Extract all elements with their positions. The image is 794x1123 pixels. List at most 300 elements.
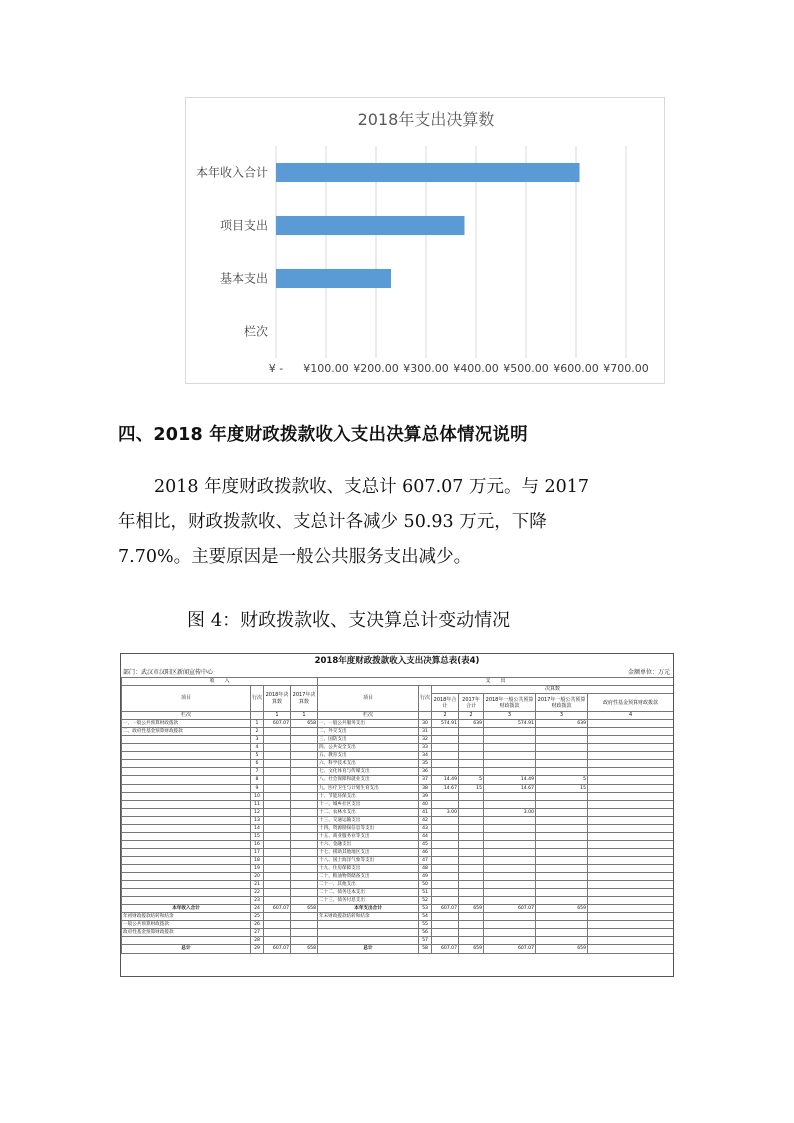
table-cell: [264, 929, 291, 937]
table-cell: 六、科学技术支出: [318, 760, 419, 768]
table-cell: [264, 881, 291, 889]
table-cell: [291, 929, 318, 937]
table-cell: 25: [251, 913, 264, 921]
table-cell: 42: [419, 816, 432, 824]
table-cell: 五、教育支出: [318, 752, 419, 760]
table-cell: [459, 752, 484, 760]
x-tick-label: ¥400.00: [453, 362, 499, 375]
table-cell: 18: [251, 856, 264, 864]
table-cell: 607.07: [432, 905, 459, 913]
col-header: 2018年一般公共预算财政拨款: [484, 694, 536, 712]
table-cell: 22: [251, 889, 264, 897]
table-cell: [291, 897, 318, 905]
table-cell: [484, 913, 536, 921]
x-tick-label: ¥600.00: [553, 362, 599, 375]
table-cell: [459, 744, 484, 752]
table-cell: [291, 768, 318, 776]
table-cell: 2: [251, 728, 264, 736]
table-cell: [264, 776, 291, 784]
table-cell: [459, 824, 484, 832]
table-cell: 十五、商业服务业等支出: [318, 832, 419, 840]
table-cell: [122, 752, 251, 760]
table-cell: [122, 937, 251, 945]
table-row: [122, 816, 674, 824]
table-row: [122, 728, 674, 736]
table-cell: [536, 768, 588, 776]
table-cell: [459, 921, 484, 929]
table-cell: 30: [419, 720, 432, 728]
expense-header: 支 出: [318, 678, 674, 686]
table-meta: [121, 668, 673, 677]
table-cell: 574.91: [432, 720, 459, 728]
table-cell: [122, 760, 251, 768]
table-cell: 659: [459, 905, 484, 913]
col-header: 项目: [318, 686, 419, 712]
table-row: [122, 760, 674, 768]
table-cell: [291, 881, 318, 889]
table-cell: 17: [251, 848, 264, 856]
table-cell: [459, 760, 484, 768]
table-cell: [588, 873, 674, 881]
table-cell: [291, 913, 318, 921]
table-cell: 7: [251, 768, 264, 776]
table-cell: [122, 889, 251, 897]
table-cell: [459, 897, 484, 905]
table-cell: 24: [251, 905, 264, 913]
table-cell: [264, 760, 291, 768]
table-title: 2018年度财政拨款收入支出决算总表(表4): [314, 656, 480, 666]
table-cell: [291, 937, 318, 945]
col-header: 2018年合计: [432, 694, 459, 712]
table-cell: 574.91: [484, 720, 536, 728]
table-cell: 二十、粮油物资储备支出: [318, 873, 419, 881]
table-grid: [121, 677, 674, 954]
table-cell: 50: [419, 881, 432, 889]
table-cell: 44: [419, 832, 432, 840]
table-cell: [588, 744, 674, 752]
table-cell: [459, 864, 484, 872]
table-cell: [432, 760, 459, 768]
col-index: 栏次: [318, 712, 419, 720]
col-header: 2017年一般公共预算财政拨款: [536, 694, 588, 712]
chart-title: 2018年支出决算数: [357, 110, 495, 129]
table-cell: [588, 856, 674, 864]
table-row: [122, 864, 674, 872]
table-cell: 33: [419, 744, 432, 752]
table-cell: [432, 744, 459, 752]
table-cell: [536, 736, 588, 744]
table-cell: [536, 921, 588, 929]
table-cell: 607.07: [264, 945, 291, 953]
table-cell: [122, 784, 251, 792]
table-cell: 二十三、债务付息支出: [318, 897, 419, 905]
table-cell: 41: [419, 808, 432, 816]
table-cell: 4: [251, 744, 264, 752]
table-cell: [484, 768, 536, 776]
table-cell: 1: [251, 720, 264, 728]
x-tick-label: ¥200.00: [353, 362, 399, 375]
table-cell: 607.07: [432, 945, 459, 953]
table-cell: 3.00: [432, 808, 459, 816]
table-row: [122, 752, 674, 760]
table-cell: [264, 921, 291, 929]
table-cell: [536, 816, 588, 824]
table-cell: [536, 856, 588, 864]
table-cell: [588, 864, 674, 872]
table-cell: [484, 873, 536, 881]
table-cell: [588, 784, 674, 792]
table-cell: [291, 784, 318, 792]
table-cell: [484, 937, 536, 945]
table-cell: [122, 800, 251, 808]
figure-caption: 图 4：财政拨款收、支决算总计变动情况: [187, 610, 511, 631]
table-cell: [291, 736, 318, 744]
x-tick-label: ¥300.00: [403, 362, 449, 375]
table-cell: [588, 816, 674, 824]
table-row: [122, 897, 674, 905]
table-cell: [122, 816, 251, 824]
col-index: 2: [432, 712, 459, 720]
table-cell: [588, 905, 674, 913]
table-cell: 658: [291, 905, 318, 913]
table-cell: [536, 824, 588, 832]
table-cell: [459, 840, 484, 848]
table-cell: [264, 856, 291, 864]
table-cell: [291, 776, 318, 784]
table-row: [122, 905, 674, 913]
table-cell: 51: [419, 889, 432, 897]
table-cell: [588, 937, 674, 945]
table-cell: [291, 864, 318, 872]
table-cell: [459, 881, 484, 889]
table-cell: 12: [251, 808, 264, 816]
table-cell: 34: [419, 752, 432, 760]
table-cell: [122, 840, 251, 848]
table-cell: [264, 792, 291, 800]
table-cell: [264, 824, 291, 832]
table-cell: [291, 808, 318, 816]
table-cell: 26: [251, 921, 264, 929]
table-cell: 48: [419, 864, 432, 872]
table-cell: [536, 760, 588, 768]
table-cell: [432, 792, 459, 800]
table-cell: 总计: [318, 945, 419, 953]
table-cell: [484, 864, 536, 872]
table-cell: 49: [419, 873, 432, 881]
table-cell: 36: [419, 768, 432, 776]
table-cell: 13: [251, 816, 264, 824]
table-row: [122, 800, 674, 808]
table-cell: [588, 913, 674, 921]
table-row: [122, 921, 674, 929]
bar-chart: [185, 97, 665, 384]
table-cell: [432, 728, 459, 736]
table-cell: 政府性基金预算财政拨款: [122, 929, 251, 937]
table-cell: [588, 824, 674, 832]
table-cell: [459, 768, 484, 776]
table-row: [122, 808, 674, 816]
table-cell: [588, 921, 674, 929]
table-cell: [588, 897, 674, 905]
table-cell: 七、文化体育与传媒支出: [318, 768, 419, 776]
table-cell: 十八、国土海洋气象等支出: [318, 856, 419, 864]
table-cell: 27: [251, 929, 264, 937]
table-cell: 639: [536, 720, 588, 728]
table-cell: [459, 792, 484, 800]
table-cell: 十二、农林水支出: [318, 808, 419, 816]
table-cell: 15: [459, 784, 484, 792]
table-row: [122, 937, 674, 945]
table-cell: 年初财政拨款结转和结余: [122, 913, 251, 921]
table-cell: 十四、资源勘探信息等支出: [318, 824, 419, 832]
table-cell: [459, 808, 484, 816]
col-header: 行次: [251, 686, 264, 712]
table-cell: [432, 800, 459, 808]
table-cell: [536, 897, 588, 905]
table-cell: 15: [536, 784, 588, 792]
table-cell: [291, 840, 318, 848]
table-cell: [536, 864, 588, 872]
col-index: 3: [484, 712, 536, 720]
table-cell: 35: [419, 760, 432, 768]
table-cell: 58: [419, 945, 432, 953]
col-header: 2018年决算数: [264, 686, 291, 712]
table-cell: 23: [251, 897, 264, 905]
table-cell: [588, 881, 674, 889]
col-header: 2017年合计: [459, 694, 484, 712]
table-cell: [588, 800, 674, 808]
table-cell: [432, 921, 459, 929]
table-cell: [432, 736, 459, 744]
table-cell: [122, 776, 251, 784]
table-cell: [588, 776, 674, 784]
table-cell: [122, 744, 251, 752]
table-cell: [484, 840, 536, 848]
table-cell: [122, 808, 251, 816]
paragraph-line: 年相比，财政拨款收、支总计各减少 50.93 万元，下降: [118, 512, 547, 532]
table-cell: 607.07: [264, 720, 291, 728]
table-cell: [122, 897, 251, 905]
table-cell: 本年支出合计: [318, 905, 419, 913]
table-cell: [264, 889, 291, 897]
table-cell: 43: [419, 824, 432, 832]
col-header: 2017年决算数: [291, 686, 318, 712]
table-cell: 607.07: [484, 945, 536, 953]
table-cell: 十三、交通运输支出: [318, 816, 419, 824]
x-tick-label: ¥ -: [268, 362, 284, 375]
table-cell: [536, 800, 588, 808]
chart-canvas: [186, 98, 666, 385]
table-cell: 八、社会保障和就业支出: [318, 776, 419, 784]
table-cell: 一般公共预算财政拨款: [122, 921, 251, 929]
table-cell: 二十二、债务还本支出: [318, 889, 419, 897]
table-row: [122, 792, 674, 800]
x-tick-label: ¥100.00: [303, 362, 349, 375]
table-cell: [291, 921, 318, 929]
table-cell: 20: [251, 873, 264, 881]
paragraph-line: 2018 年度财政拨款收、支总计 607.07 万元。与 2017: [154, 477, 590, 497]
col-index: [251, 712, 264, 720]
table-cell: [291, 816, 318, 824]
table-cell: [536, 840, 588, 848]
table-cell: 5: [536, 776, 588, 784]
table-cell: [459, 736, 484, 744]
table-cell: 二、外交支出: [318, 728, 419, 736]
table-cell: [432, 864, 459, 872]
table-cell: [432, 937, 459, 945]
table-cell: 56: [419, 929, 432, 937]
table-cell: [432, 913, 459, 921]
table-cell: 21: [251, 881, 264, 889]
table-cell: 四、公共安全支出: [318, 744, 419, 752]
table-cell: [264, 832, 291, 840]
table-cell: [432, 881, 459, 889]
table-cell: 一、一般公共服务支出: [318, 720, 419, 728]
table-cell: 5: [459, 776, 484, 784]
table-cell: 年末财政拨款结转和结余: [318, 913, 419, 921]
table-cell: 639: [459, 720, 484, 728]
table-cell: 14.67: [432, 784, 459, 792]
table-cell: 38: [419, 784, 432, 792]
table-cell: 659: [459, 945, 484, 953]
table-cell: [264, 808, 291, 816]
table-cell: [484, 897, 536, 905]
table-cell: [459, 889, 484, 897]
table-row: [122, 768, 674, 776]
chart-category-labels: [196, 165, 268, 339]
chart-bars: [276, 163, 580, 288]
table-cell: 三、国防支出: [318, 736, 419, 744]
col-index: [419, 712, 432, 720]
table-cell: 19: [251, 864, 264, 872]
bar-2: [276, 269, 391, 288]
table-row: [122, 881, 674, 889]
table-cell: 11: [251, 800, 264, 808]
bar-1: [276, 216, 465, 235]
table-cell: [122, 768, 251, 776]
table-cell: 6: [251, 760, 264, 768]
table-row: [122, 889, 674, 897]
table-cell: [484, 736, 536, 744]
table-row: [122, 776, 674, 784]
table-cell: 32: [419, 736, 432, 744]
table-row: [122, 945, 674, 953]
table-cell: [432, 856, 459, 864]
table-cell: [264, 784, 291, 792]
income-header: 收 入: [122, 678, 318, 686]
col-index: 3: [536, 712, 588, 720]
table-row: [122, 824, 674, 832]
x-tick-label: ¥700.00: [603, 362, 649, 375]
table-cell: 39: [419, 792, 432, 800]
table-cell: 十一、城乡社区支出: [318, 800, 419, 808]
table-cell: [484, 832, 536, 840]
table-cell: [588, 808, 674, 816]
table-cell: [459, 929, 484, 937]
table-cell: 14.49: [432, 776, 459, 784]
table-cell: 10: [251, 792, 264, 800]
table-cell: [264, 848, 291, 856]
table-cell: [459, 832, 484, 840]
table-cell: [432, 929, 459, 937]
col-index: 2: [459, 712, 484, 720]
col-index: 4: [588, 712, 674, 720]
x-tick-label: ¥500.00: [503, 362, 549, 375]
table-cell: [432, 840, 459, 848]
table-cell: [264, 800, 291, 808]
table-cell: [484, 728, 536, 736]
table-cell: 40: [419, 800, 432, 808]
table-row: [122, 848, 674, 856]
table-cell: 14: [251, 824, 264, 832]
table-cell: [291, 744, 318, 752]
table-cell: [291, 848, 318, 856]
table-cell: [122, 856, 251, 864]
table-cell: [459, 816, 484, 824]
table-cell: [432, 889, 459, 897]
table-cell: [588, 945, 674, 953]
table-cell: [536, 848, 588, 856]
table-cell: [264, 768, 291, 776]
paragraph-line: 7.70%。主要原因是一般公共服务支出减少。: [118, 547, 472, 567]
table-cell: [291, 792, 318, 800]
table-cell: 46: [419, 848, 432, 856]
table-cell: [264, 736, 291, 744]
table-cell: [484, 760, 536, 768]
table-cell: 16: [251, 840, 264, 848]
table-cell: 37: [419, 776, 432, 784]
table-cell: [264, 728, 291, 736]
table-cell: [291, 856, 318, 864]
table-row: [122, 873, 674, 881]
table-cell: [264, 913, 291, 921]
table-cell: [459, 937, 484, 945]
table-unit: 金额单位：万元: [627, 669, 670, 676]
table-cell: [432, 873, 459, 881]
table-cell: 659: [536, 945, 588, 953]
table-cell: [588, 889, 674, 897]
table-cell: [432, 768, 459, 776]
col-header: 项目: [122, 686, 251, 712]
table-cell: [588, 760, 674, 768]
table-cell: [291, 752, 318, 760]
table-cell: [318, 929, 419, 937]
table-cell: [122, 848, 251, 856]
table-cell: 十、节能环保支出: [318, 792, 419, 800]
body-paragraph: [118, 470, 678, 575]
table-cell: 55: [419, 921, 432, 929]
table-cell: 一、一般公共预算财政拨款: [122, 720, 251, 728]
col-index: 1: [264, 712, 291, 720]
category-label: 项目支出: [219, 218, 268, 233]
table-cell: [484, 881, 536, 889]
table-cell: [122, 832, 251, 840]
table-cell: [291, 824, 318, 832]
table-cell: [122, 824, 251, 832]
table-cell: [484, 848, 536, 856]
table-cell: [291, 760, 318, 768]
chart-tick-labels: [269, 362, 649, 375]
table-cell: [536, 873, 588, 881]
table-cell: [484, 856, 536, 864]
table-cell: 3.00: [484, 808, 536, 816]
table-cell: [588, 768, 674, 776]
table-cell: [122, 873, 251, 881]
table-cell: 总计: [122, 945, 251, 953]
table-cell: [432, 816, 459, 824]
category-label: 栏次: [243, 324, 268, 339]
table-cell: 31: [419, 728, 432, 736]
